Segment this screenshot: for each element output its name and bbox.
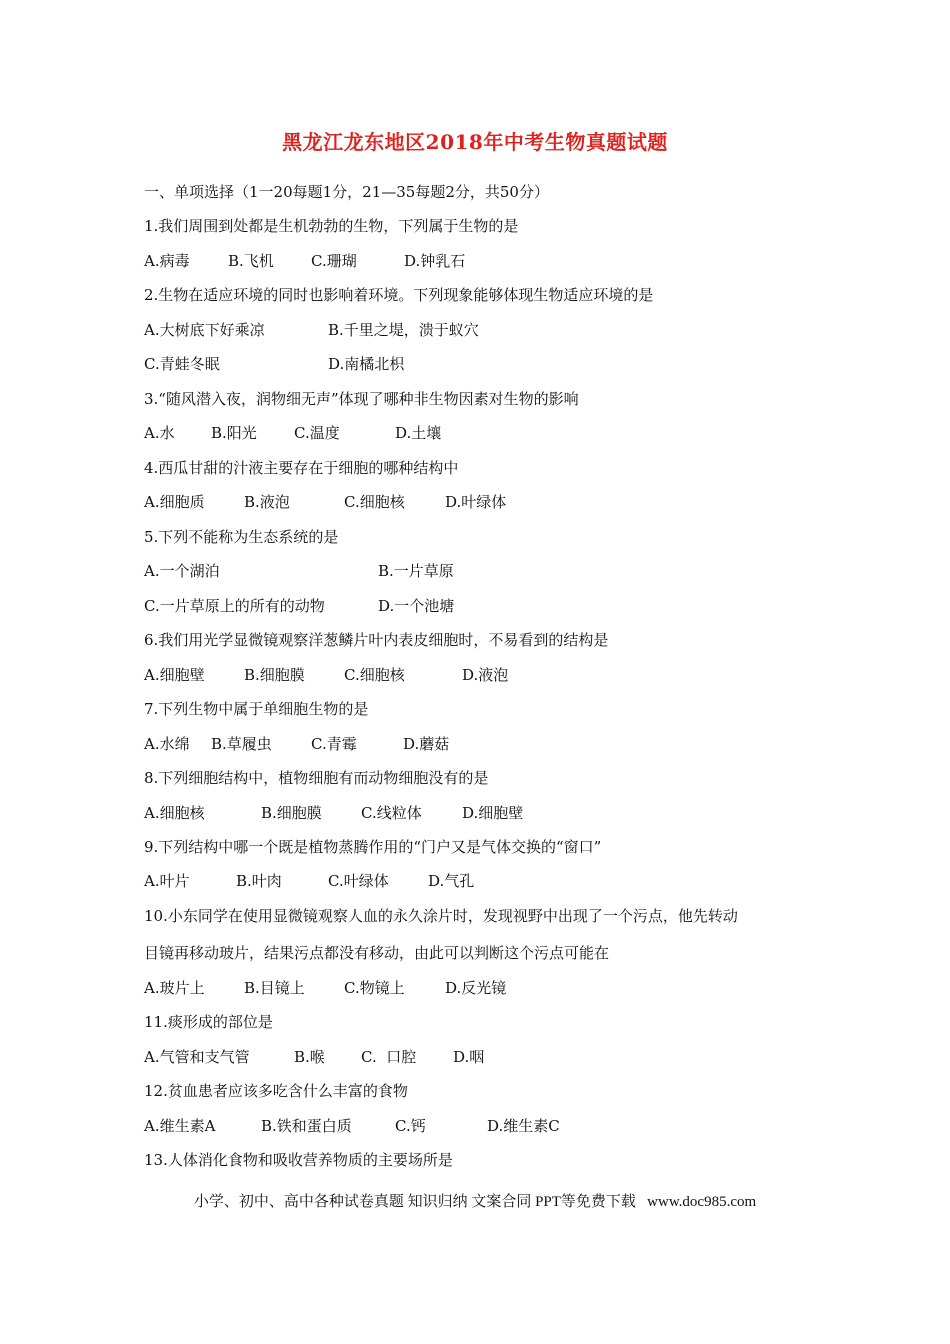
question-3-option-a: A.水 (144, 424, 175, 442)
question-12-option-d: D.维生素C (487, 1117, 560, 1135)
question-9-option-c: C.叶绿体 (328, 872, 389, 890)
question-7-stem: 7.下列生物中属于单细胞生物的是 (144, 700, 369, 718)
question-13-stem: 13.人体消化食物和吸收营养物质的主要场所是 (144, 1151, 453, 1169)
question-10-option-a: A.玻片上 (144, 979, 205, 997)
question-12-option-c: C.钙 (395, 1117, 426, 1135)
question-9-option-b: B.叶肉 (236, 872, 282, 890)
question-4-option-b: B.液泡 (244, 493, 290, 511)
question-8-option-d: D.细胞壁 (462, 804, 524, 822)
question-11-option-c: C. 口腔 (361, 1048, 417, 1066)
question-11-stem: 11.痰形成的部位是 (144, 1013, 273, 1031)
section-heading: 一、单项选择（1一20每题1分，21—35每题2分，共50分） (144, 183, 549, 201)
question-1-stem: 1.我们周围到处都是生机勃勃的生物，下列属于生物的是 (144, 217, 519, 235)
question-11-option-b: B.喉 (294, 1048, 325, 1066)
question-9-option-a: A.叶片 (144, 872, 190, 890)
page-title: 黑龙江龙东地区2018年中考生物真题试题 (282, 130, 668, 154)
question-11-option-d: D.咽 (453, 1048, 485, 1066)
question-4-option-c: C.细胞核 (344, 493, 405, 511)
question-2-option-c: C.青蛙冬眠 (144, 355, 220, 373)
question-8-stem: 8.下列细胞结构中，植物细胞有而动物细胞没有的是 (144, 769, 489, 787)
question-3-stem: 3.“随风潜入夜，润物细无声”体现了哪种非生物因素对生物的影响 (144, 390, 579, 408)
question-9-stem: 9.下列结构中哪一个既是植物蒸腾作用的“门户又是气体交换的“窗口” (144, 838, 602, 856)
question-10-stem-continued: 目镜再移动玻片，结果污点都没有移动，由此可以判断这个污点可能在 (144, 944, 610, 962)
page-footer: 小学、初中、高中各种试卷真题 知识归纳 文案合同 PPT等免费下载 www.doc985.com (193, 1194, 757, 1210)
question-7-option-a: A.水绵 (144, 735, 190, 753)
question-6-option-b: B.细胞膜 (244, 666, 305, 684)
question-8-option-b: B.细胞膜 (261, 804, 322, 822)
question-2-option-b: B.千里之堤，溃于蚁穴 (328, 321, 479, 339)
question-4-option-d: D.叶绿体 (445, 493, 507, 511)
question-1-option-b: B.飞机 (228, 252, 274, 270)
question-4-option-a: A.细胞质 (144, 493, 205, 511)
question-10-option-d: D.反光镜 (445, 979, 507, 997)
question-7-option-c: C.青霉 (311, 735, 357, 753)
question-10-option-b: B.目镜上 (244, 979, 305, 997)
question-4-stem: 4.西瓜甘甜的汁液主要存在于细胞的哪种结构中 (144, 459, 459, 477)
question-5-option-a: A.一个湖泊 (144, 562, 220, 580)
question-12-option-a: A.维生素A (144, 1117, 216, 1135)
question-5-option-b: B.一片草原 (378, 562, 454, 580)
question-10-stem: 10.小东同学在使用显微镜观察人血的永久涂片时，发现视野中出现了一个污点，他先转动 (144, 907, 738, 925)
question-5-stem: 5.下列不能称为生态系统的是 (144, 528, 339, 546)
question-6-option-c: C.细胞核 (344, 666, 405, 684)
question-2-option-d: D.南橘北枳 (328, 355, 405, 373)
question-12-option-b: B.铁和蛋白质 (261, 1117, 352, 1135)
question-6-stem: 6.我们用光学显微镜观察洋葱鳞片叶内表皮细胞时，不易看到的结构是 (144, 631, 609, 649)
question-12-stem: 12.贫血患者应该多吃含什么丰富的食物 (144, 1082, 408, 1100)
question-3-option-c: C.温度 (294, 424, 340, 442)
question-2-stem: 2.生物在适应环境的同时也影响着环境。下列现象能够体现生物适应环境的是 (144, 286, 654, 304)
question-7-option-d: D.蘑菇 (403, 735, 450, 753)
question-1-option-c: C.珊瑚 (311, 252, 357, 270)
question-6-option-a: A.细胞壁 (144, 666, 205, 684)
question-1-option-a: A.病毒 (144, 252, 190, 270)
question-5-option-c: C.一片草原上的所有的动物 (144, 597, 325, 615)
question-8-option-a: A.细胞核 (144, 804, 205, 822)
question-9-option-d: D.气孔 (428, 872, 475, 890)
question-3-option-b: B.阳光 (211, 424, 257, 442)
question-3-option-d: D.土壤 (395, 424, 442, 442)
question-1-option-d: D.钟乳石 (404, 252, 466, 270)
question-5-option-d: D.一个池塘 (378, 597, 455, 615)
question-6-option-d: D.液泡 (462, 666, 509, 684)
question-11-option-a: A.气管和支气管 (144, 1048, 250, 1066)
question-8-option-c: C.线粒体 (361, 804, 422, 822)
question-10-option-c: C.物镜上 (344, 979, 405, 997)
question-7-option-b: B.草履虫 (211, 735, 272, 753)
question-2-option-a: A.大树底下好乘凉 (144, 321, 265, 339)
